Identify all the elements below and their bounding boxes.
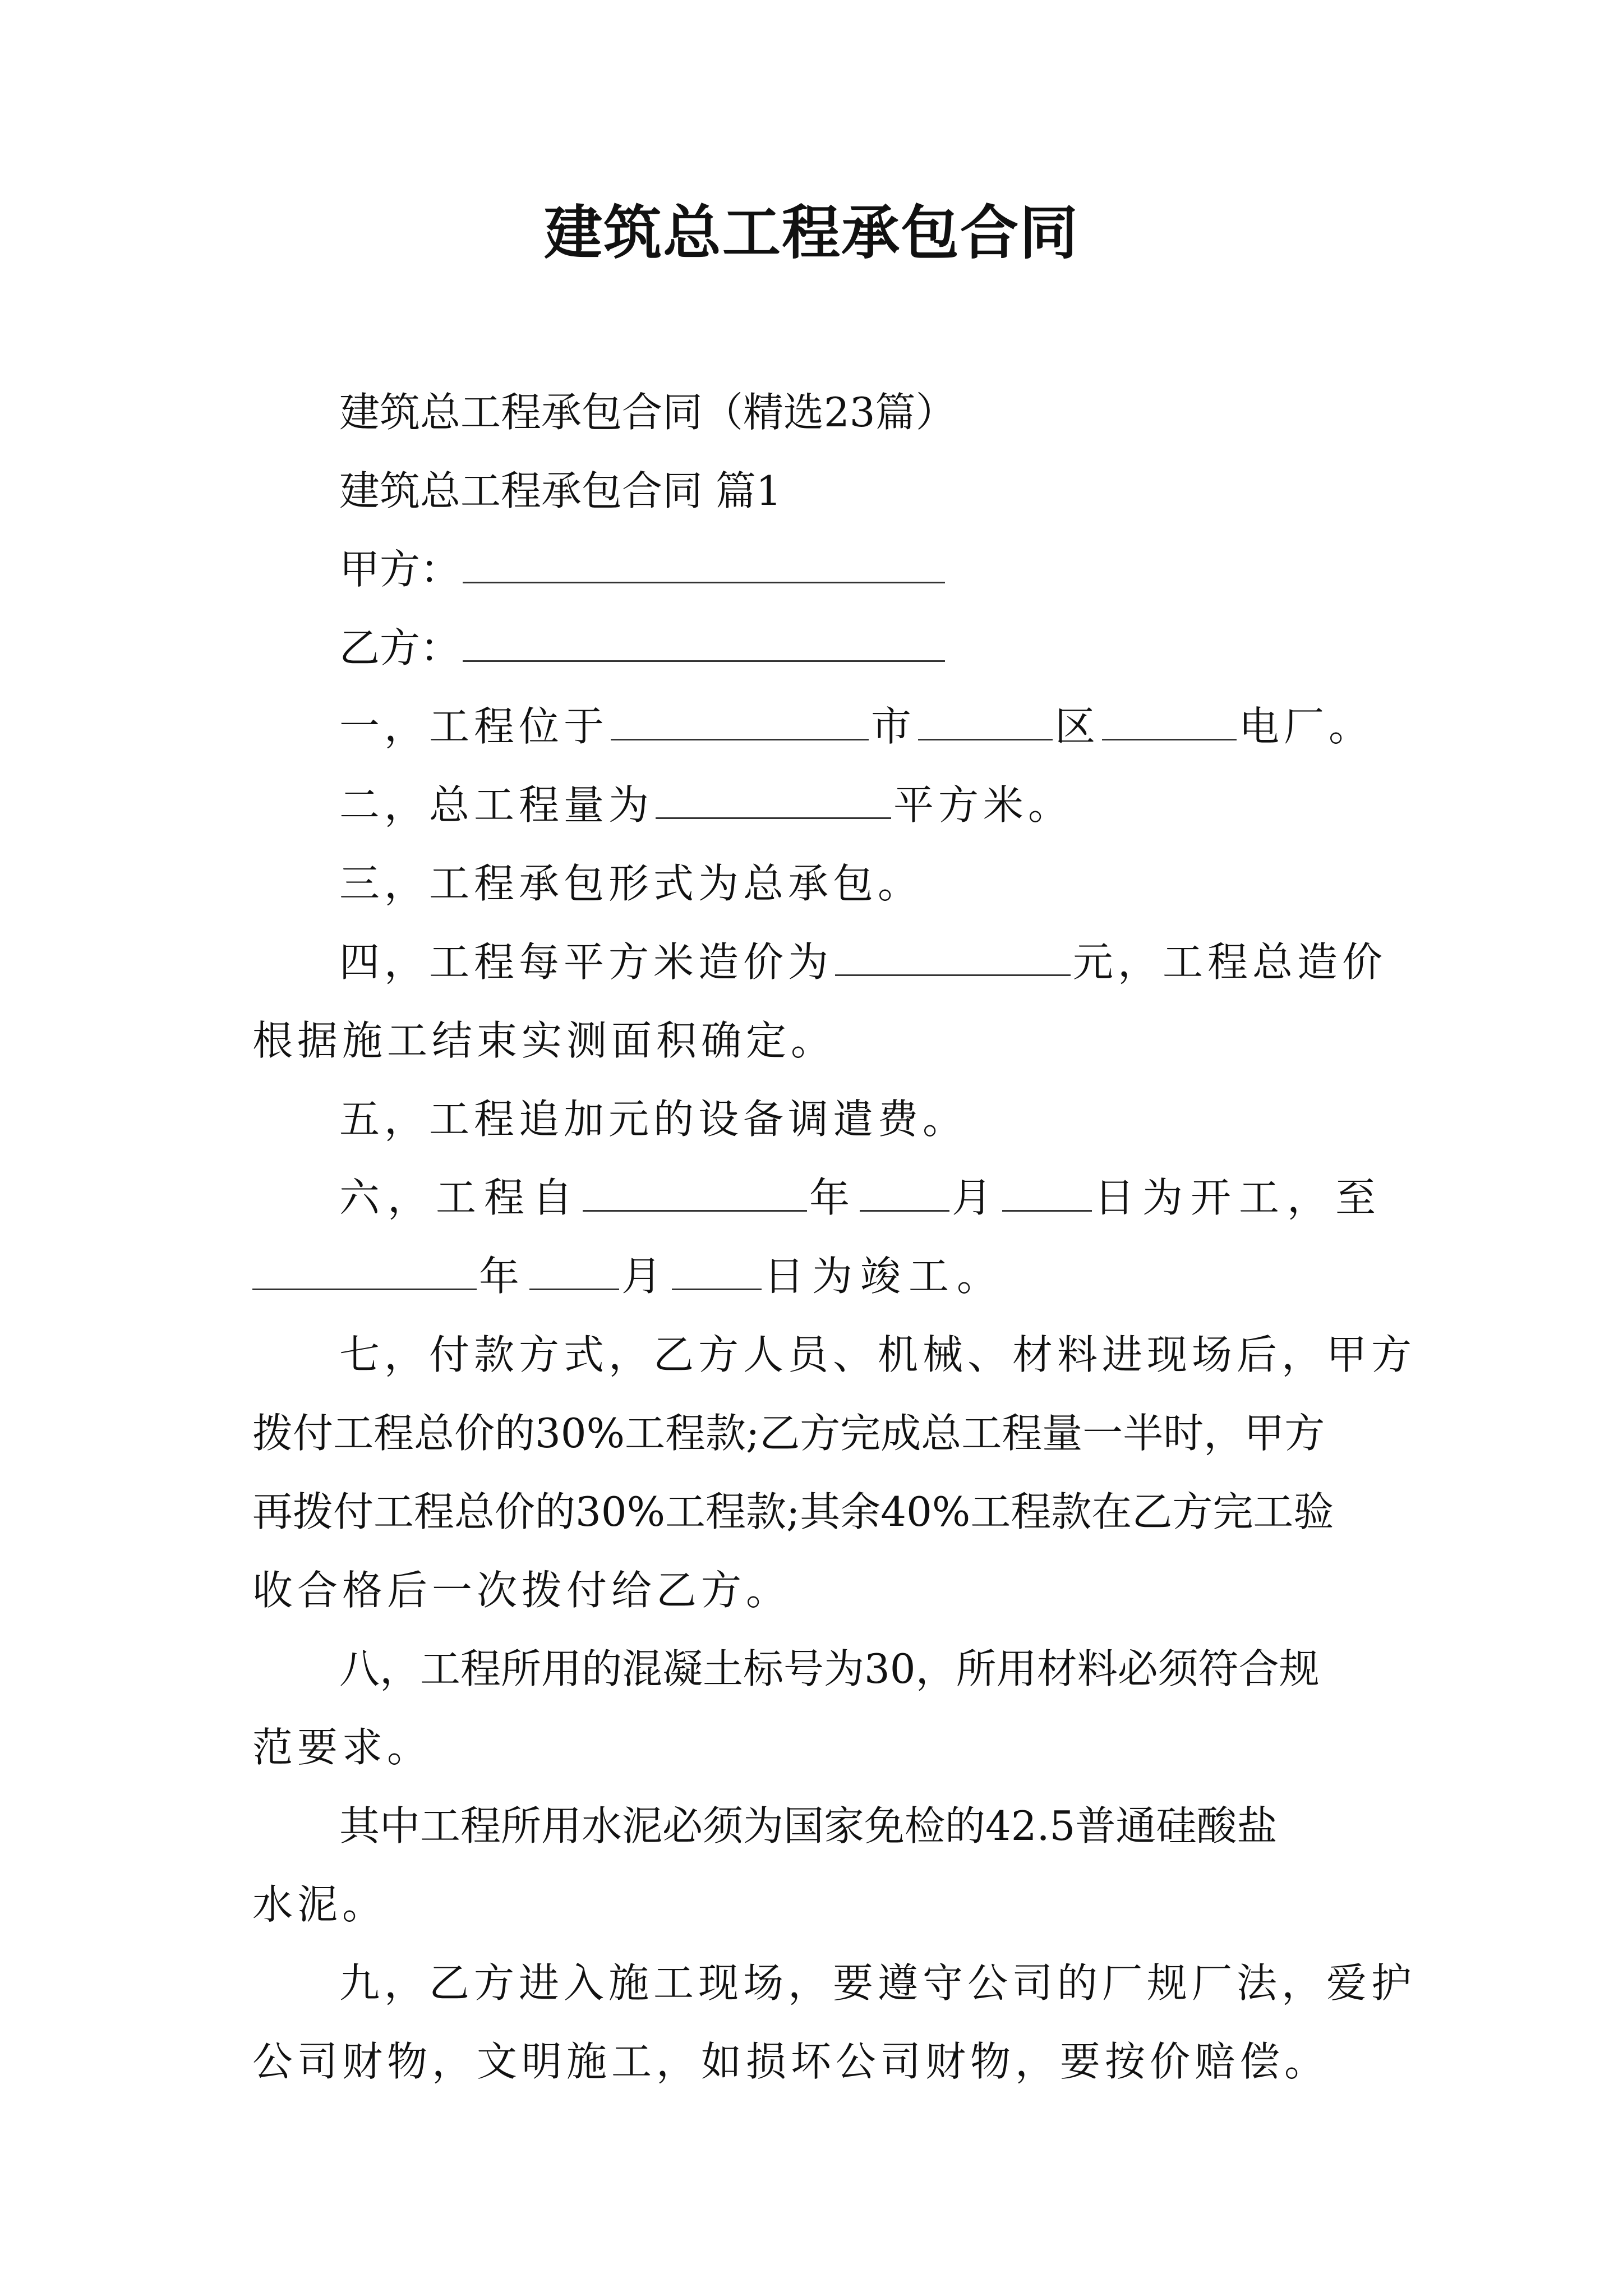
- clause-1-end: 电厂。: [1239, 703, 1374, 750]
- party-a-label: 甲方：: [339, 546, 461, 593]
- clause-1: [252, 696, 1380, 757]
- end-month-blank[interactable]: [529, 1246, 619, 1290]
- clause-8b-line-1: 其中工程所用水泥必须为国家免检的42.5普通硅酸盐: [339, 1802, 1278, 1849]
- clause-6-line-1: [252, 1167, 1384, 1228]
- clause-5: 五，工程追加元的设备调遣费。: [339, 1096, 968, 1143]
- party-b-line: [252, 617, 1380, 679]
- clause-4-line-2: 根据施工结束实测面积确定。: [252, 1017, 836, 1064]
- clause-4-text: 四，工程每平方米造价为: [339, 938, 833, 986]
- clause-9-line-2: 公司财物，文明施工，如损坏公司财物，要按价赔偿。: [252, 2038, 1330, 2085]
- section-heading: 建筑总工程承包合同 篇1: [339, 467, 782, 514]
- clause-1-district: 区: [1055, 703, 1100, 750]
- clause-6-start: 日为开工，至: [1094, 1174, 1384, 1221]
- clause-7-line-2: 拨付工程总价的30%工程款;乙方完成总工程量一半时，甲方: [252, 1410, 1325, 1457]
- end-day-blank[interactable]: [672, 1246, 762, 1290]
- party-b-label: 乙方：: [339, 624, 461, 671]
- clause-6-year: 年: [809, 1174, 858, 1221]
- clause-6-end: 日为竣工。: [764, 1253, 1006, 1300]
- clause-4-line-1: [252, 931, 1387, 993]
- subtitle: 建筑总工程承包合同（精选23篇）: [339, 389, 956, 436]
- area-blank[interactable]: [656, 775, 891, 819]
- unit-price-blank[interactable]: [835, 932, 1071, 976]
- clause-6-end-year: 年: [479, 1253, 528, 1300]
- district-blank[interactable]: [1102, 696, 1237, 740]
- party-b-blank[interactable]: [463, 618, 945, 662]
- party-a-line: [252, 539, 1380, 600]
- clause-7-line-4: 收合格后一次拨付给乙方。: [252, 1567, 791, 1614]
- clause-3: 三，工程承包形式为总承包。: [339, 860, 923, 907]
- clause-9-line-1: 九，乙方进入施工现场，要遵守公司的厂规厂法，爱护: [339, 1959, 1417, 2007]
- start-day-blank[interactable]: [1002, 1167, 1092, 1212]
- document-title: 建筑总工程承包合同: [543, 198, 1079, 267]
- clause-2-text: 二，总工程量为: [339, 781, 654, 829]
- clause-2: [252, 774, 1380, 836]
- clause-1-text: 一，工程位于: [339, 703, 609, 750]
- clause-6-end-month: 月: [621, 1253, 670, 1300]
- clause-6-line-2: [252, 1245, 1380, 1307]
- start-year-blank[interactable]: [583, 1167, 807, 1212]
- clause-1-city: 市: [871, 703, 916, 750]
- clause-8-line-1: 八，工程所用的混凝土标号为30，所用材料必须符合规: [339, 1645, 1320, 1692]
- clause-8b-line-2: 水泥。: [252, 1881, 388, 1928]
- clause-4-end: 元，工程总造价: [1073, 938, 1387, 986]
- clause-8-line-2: 范要求。: [252, 1724, 432, 1771]
- clause-6-month: 月: [952, 1174, 1000, 1221]
- clause-7-line-3: 再拨付工程总价的30%工程款;其余40%工程款在乙方完工验: [252, 1488, 1334, 1535]
- clause-6-text: 六，工程自: [339, 1174, 581, 1221]
- location-blank[interactable]: [611, 696, 869, 740]
- end-year-blank[interactable]: [252, 1246, 477, 1290]
- party-a-blank[interactable]: [463, 539, 945, 583]
- clause-2-end: 平方米。: [893, 781, 1073, 829]
- city-blank[interactable]: [918, 696, 1053, 740]
- clause-7-line-1: 七，付款方式，乙方人员、机械、材料进现场后，甲方: [339, 1331, 1417, 1378]
- start-month-blank[interactable]: [860, 1167, 949, 1212]
